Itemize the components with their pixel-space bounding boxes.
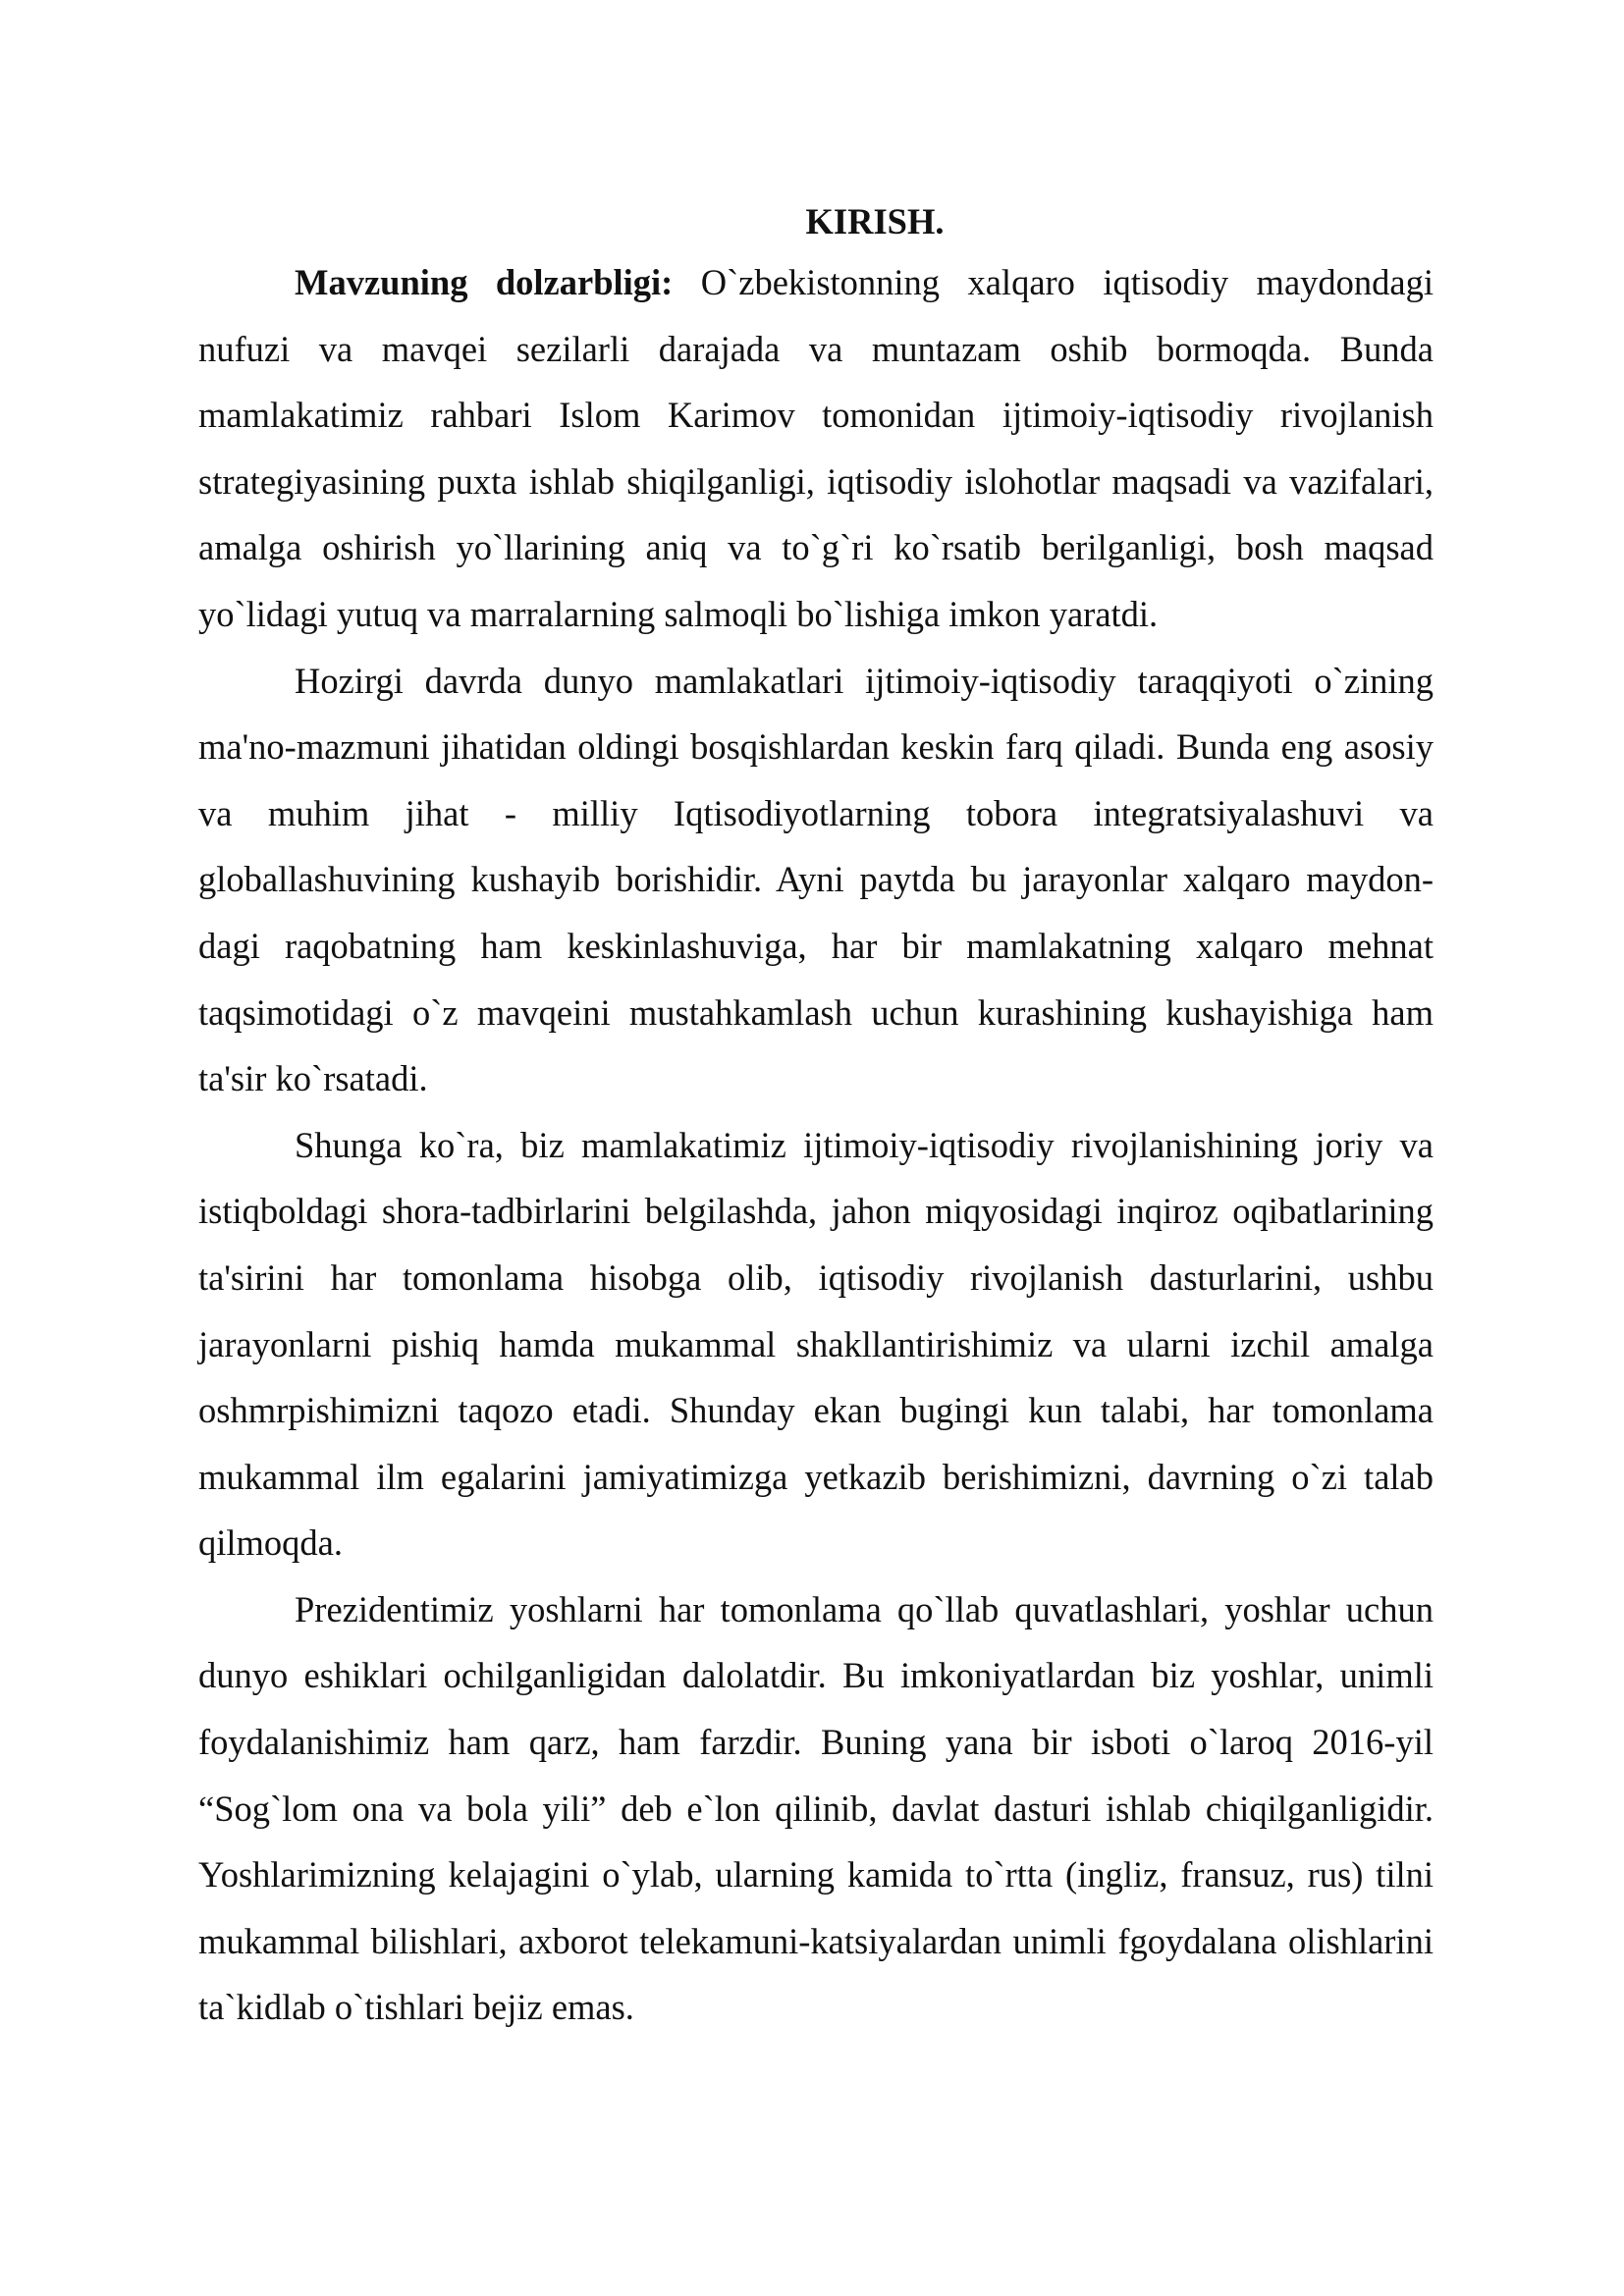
paragraph-text: Hozirgi davrda dunyo mamlakatlari ijtimoiy-iqtisodiy taraqqiyoti o`zining ma'no-mazmuni jihatidan oldingi bosqishlardan keskin farq qiladi. Bunda eng asosiy va muhim jihat - milliy Iqtisodiyotlarning tobora integratsiyalashuvi va globallashuvining kushayib borishidir. Ayni paytda bu jarayonlar xalqaro maydon- dagi raqobatning ham keskinlashuviga, har bir mamlakatning xalqaro mehnat taqsimotidagi o`z mavqeini mustahkamlash uchun kurashining kushayishiga ham ta'sir ko`rsatadi. bbox=[198, 660, 1434, 1099]
paragraph-modern-period bbox=[198, 648, 1434, 1112]
paragraph-lead: Mavzuning dolzarbligi: bbox=[295, 262, 674, 302]
document-title: KIRISH. bbox=[805, 201, 945, 241]
paragraph-development bbox=[198, 1112, 1434, 1576]
paragraph-relevance bbox=[198, 249, 1434, 648]
paragraph-text: Prezidentimiz yoshlarni har tomonlama qo`llab quvatlashlari, yoshlar uchun dunyo eshiklari ochilganligidan dalolatdir. Bu imkoniyatlardan biz yoshlar, unimli foydalanishimiz ham qarz, ham farzdir. Buning yana bir isboti o`laroq 2016-yil “Sog`lom ona va bola yili” deb e`lon qilinib, davlat dasturi ishlab chiqilganligidir. Yoshlarimizning kelajagini o`ylab, ularning kamida to`rtta (ingliz, fransuz, rus) tilni mukammal bilishlari, axborot telekamuni-katsiyalardan unimli fgoydalana olishlarini ta`kidlab o`tishlari bejiz emas. bbox=[198, 1588, 1434, 2028]
paragraph-text: Shunga ko`ra, biz mamlakatimiz ijtimoiy-iqtisodiy rivojlanishining joriy va istiqboldagi shora-tadbirlarini belgilashda, jahon miqyosidagi inqiroz oqibatlarining ta'sirini har tomonlama hisobga olib, iqtisodiy rivojlanish dasturlarini, ushbu jarayonlarni pishiq hamda mukammal shakllantirishimiz va ularni izchil amalga oshmrpishimizni taqozo etadi. Shunday ekan bugingi kun talabi, har tomonlama mukammal ilm egalarini jamiyatimizga yetkazib berishimizni, davrning o`zi talab qilmoqda. bbox=[198, 1124, 1434, 1564]
document-body bbox=[198, 194, 1434, 2041]
paragraph-text: O`zbekistonning xalqaro iqtisodiy maydondagi nufuzi va mavqei sezilarli darajada va muntazam oshib bormoqda. Bunda mamlakatimiz rahbari Islom Karimov tomonidan ijtimoiy-iqtisodiy rivojlanish strategiyasining puxta ishlab shiqilganligi, iqtisodiy islohotlar maqsadi va vazifalari, amalga oshirish yo`llarining aniq va to`g`ri ko`rsatib berilganligi, bosh maqsad yo`lidagi yutuq va marralarning salmoqli bo`lishiga imkon yaratdi. bbox=[198, 262, 1434, 634]
paragraph-youth bbox=[198, 1576, 1434, 2041]
